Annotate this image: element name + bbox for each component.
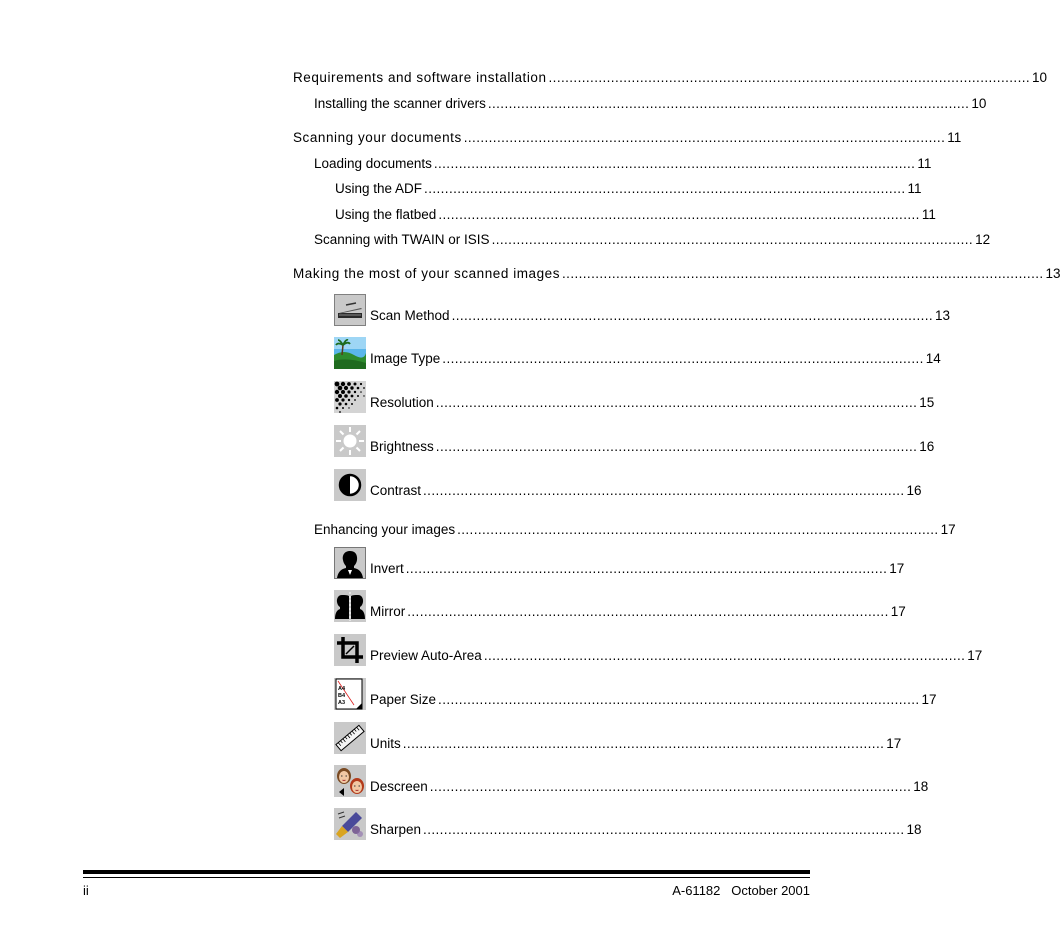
toc-entry-page: 18 <box>906 822 922 837</box>
toc-entry-title: Making the most of your scanned images <box>293 266 561 281</box>
toc-entry-image-type[interactable] <box>334 337 941 367</box>
toc-entry-requirements[interactable] <box>293 70 1048 86</box>
toc-entry-title: Mirror <box>370 604 406 619</box>
toc-entry-contrast[interactable] <box>334 469 922 499</box>
dot-leader: .................................................................................................................... <box>405 561 888 576</box>
dot-leader: .................................................................................................................... <box>424 181 906 196</box>
toc-entry-page: 15 <box>919 395 935 410</box>
dot-leader: .................................................................................................................... <box>548 70 1031 85</box>
toc-entry-title: Paper Size <box>370 692 437 707</box>
mirror-silhouettes-icon <box>334 590 366 622</box>
invert-silhouette-icon <box>334 547 366 579</box>
dot-leader: .................................................................................................................... <box>435 395 918 410</box>
toc-entry-title: Contrast <box>370 483 422 498</box>
footer-page-number: ii <box>83 883 89 898</box>
toc-entry-preview-auto-area[interactable] <box>334 634 983 664</box>
toc-entry-title: Image Type <box>370 351 441 366</box>
toc-entry-title: Invert <box>370 561 404 576</box>
toc-entry-title: Requirements and software installation <box>293 70 547 85</box>
dot-leader: .................................................................................................................... <box>433 156 916 171</box>
dot-leader: .................................................................................................................... <box>442 351 924 366</box>
toc-entry-page: 11 <box>921 207 936 222</box>
toc-entry-page: 17 <box>889 561 905 576</box>
dot-leader: .................................................................................................................... <box>562 266 1044 281</box>
toc-entry-making-most[interactable] <box>293 266 1061 282</box>
toc-entry-title: Brightness <box>370 439 434 454</box>
toc-entry-page: 11 <box>947 130 962 145</box>
toc-entry-page: 13 <box>1045 266 1061 281</box>
toc-entry-resolution[interactable] <box>334 381 935 411</box>
toc-entry-title: Scan Method <box>370 308 450 323</box>
paper-size-a4: A4 <box>338 686 346 692</box>
toc-entry-title: Resolution <box>370 395 434 410</box>
toc-entry-page: 11 <box>907 181 922 196</box>
toc-entry-page: 17 <box>886 736 902 751</box>
contrast-circle-icon <box>334 469 366 501</box>
toc-entry-title: Units <box>370 736 401 751</box>
toc-entry-title: Using the flatbed <box>335 207 437 222</box>
toc-entry-installing-drivers[interactable] <box>314 96 987 112</box>
toc-entry-descreen[interactable] <box>334 765 929 795</box>
toc-entry-page: 10 <box>1032 70 1048 85</box>
dot-leader: .................................................................................................................... <box>451 308 934 323</box>
toc-entry-page: 16 <box>906 483 922 498</box>
dot-leader: .................................................................................................................... <box>483 648 966 663</box>
toc-entry-page: 18 <box>913 779 929 794</box>
toc-entry-scanning[interactable] <box>293 130 962 146</box>
dot-leader: .................................................................................................................... <box>487 96 970 111</box>
landscape-photo-icon <box>334 337 366 369</box>
toc-entry-page: 14 <box>925 351 941 366</box>
scanner-icon <box>334 294 366 326</box>
toc-entry-sharpen[interactable] <box>334 808 922 838</box>
dot-leader: .................................................................................................................... <box>457 522 939 537</box>
crop-icon <box>334 634 366 666</box>
toc-entry-title: Scanning with TWAIN or ISIS <box>314 232 490 247</box>
toc-entry-adf[interactable] <box>335 181 922 197</box>
toc-entry-page: 10 <box>971 96 987 111</box>
toc-entry-title: Installing the scanner drivers <box>314 96 486 111</box>
toc-entry-paper-size[interactable] <box>334 678 937 708</box>
dot-leader: .................................................................................................................... <box>423 822 905 837</box>
dot-leader: .................................................................................................................... <box>423 483 905 498</box>
sharpen-icon <box>334 808 366 840</box>
toc-entry-loading[interactable] <box>314 156 932 172</box>
dot-leader: .................................................................................................................... <box>491 232 974 247</box>
dot-leader: .................................................................................................................... <box>402 736 885 751</box>
toc-entry-page: 17 <box>890 604 906 619</box>
toc-entry-title: Enhancing your images <box>314 522 456 537</box>
toc-entry-title: Scanning your documents <box>293 130 462 145</box>
toc-entry-mirror[interactable] <box>334 590 906 620</box>
sun-icon <box>334 425 366 457</box>
toc-entry-invert[interactable] <box>334 547 905 577</box>
toc-entry-page: 17 <box>967 648 983 663</box>
dot-leader: .................................................................................................................... <box>429 779 912 794</box>
dot-leader: .................................................................................................................... <box>435 439 918 454</box>
footer-rule-thick <box>83 870 810 874</box>
dot-leader: .................................................................................................................... <box>463 130 946 145</box>
halftone-dots-icon <box>334 381 366 413</box>
toc-entry-title: Sharpen <box>370 822 422 837</box>
ruler-icon <box>334 722 366 754</box>
toc-entry-enhancing[interactable] <box>314 522 956 538</box>
dot-leader: .................................................................................................................... <box>407 604 889 619</box>
faces-icon <box>334 765 366 797</box>
footer-doc-info: A-61182 October 2001 <box>672 883 810 898</box>
toc-entry-page: 13 <box>935 308 951 323</box>
toc-entry-page: 17 <box>940 522 956 537</box>
dot-leader: .................................................................................................................... <box>438 692 920 707</box>
paper-size-a3: A3 <box>338 700 346 706</box>
toc-entry-scan-method[interactable] <box>334 294 951 324</box>
toc-entry-title: Using the ADF <box>335 181 423 196</box>
paper-size-b4: B4 <box>338 693 346 699</box>
toc-entry-units[interactable] <box>334 722 902 752</box>
toc-entry-page: 11 <box>917 156 932 171</box>
toc-entry-title: Loading documents <box>314 156 432 171</box>
toc-entry-title: Descreen <box>370 779 428 794</box>
footer-rule-thin <box>83 877 810 878</box>
dot-leader: .................................................................................................................... <box>438 207 920 222</box>
toc-entry-flatbed[interactable] <box>335 207 936 223</box>
toc-entry-title: Preview Auto-Area <box>370 648 482 663</box>
toc-entry-page: 17 <box>921 692 937 707</box>
toc-entry-twain-isis[interactable] <box>314 232 991 248</box>
toc-entry-page: 12 <box>975 232 991 247</box>
toc-entry-brightness[interactable] <box>334 425 935 455</box>
paper-size-icon <box>334 678 366 710</box>
toc-entry-page: 16 <box>919 439 935 454</box>
